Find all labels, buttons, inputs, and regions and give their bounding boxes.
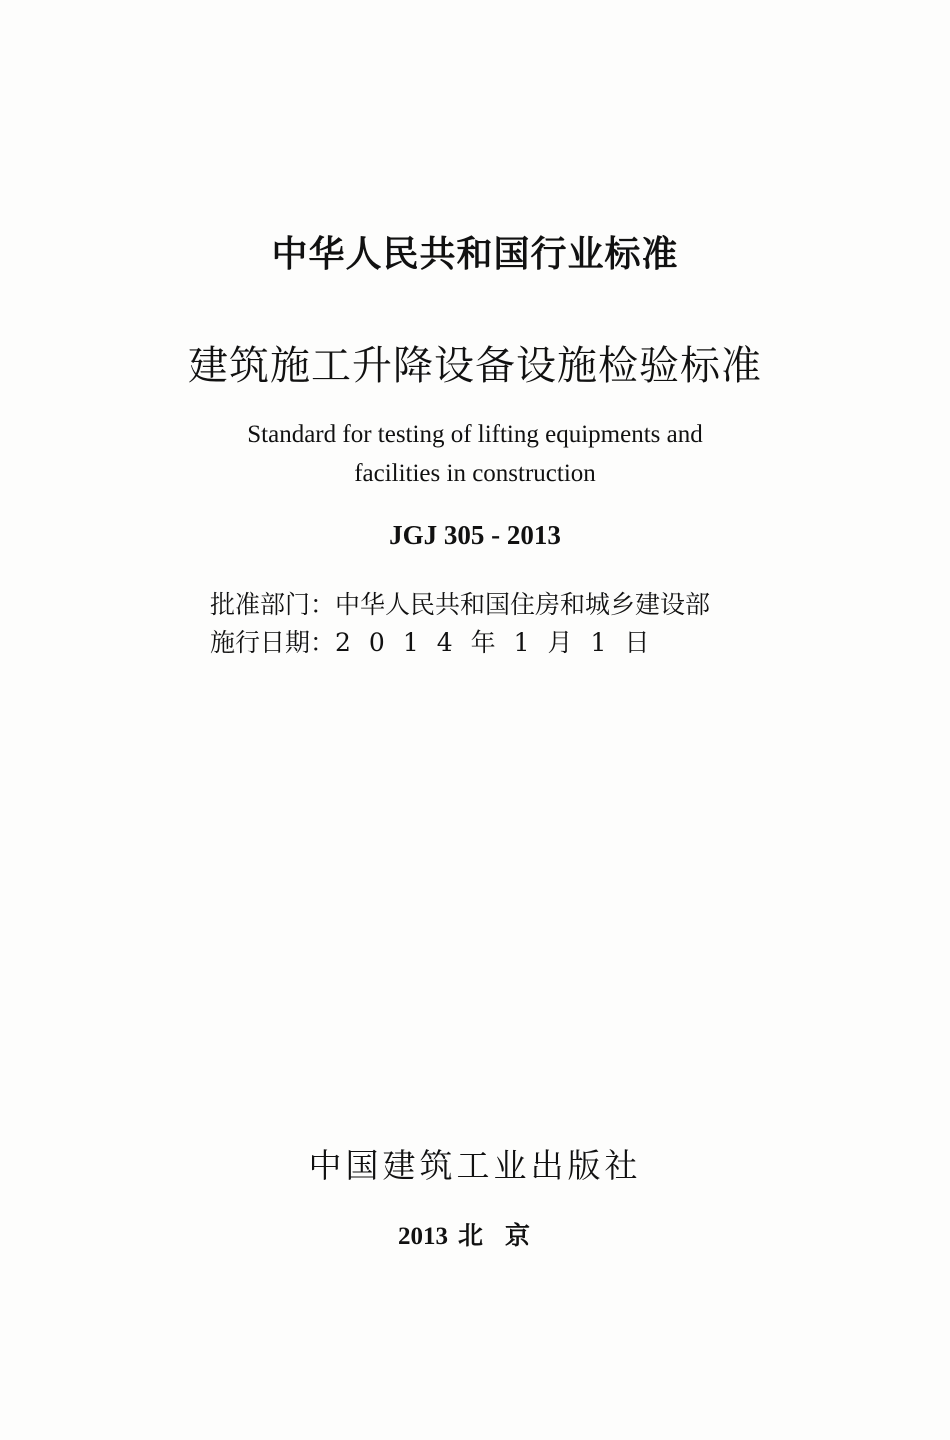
- main-title: 建筑施工升降设备设施检验标准: [188, 343, 762, 389]
- approval-department: [210, 585, 710, 621]
- english-title-line-2: facilities in construction: [354, 460, 596, 487]
- approval-value: 中华人民共和国住房和城乡建设部: [335, 590, 711, 619]
- standard-number: JGJ 305 - 2013: [389, 520, 561, 550]
- publication-place-year: [0, 1216, 950, 1252]
- effective-date: [210, 623, 667, 659]
- effective-label: 施行日期：: [210, 628, 336, 657]
- effective-value: 2014年1月1日: [335, 628, 668, 657]
- publisher: 中国建筑工业出版社: [308, 1146, 642, 1185]
- series-title: 中华人民共和国行业标准: [271, 234, 679, 275]
- publication-year: 2013: [397, 1223, 448, 1250]
- approval-label: 批准部门：: [210, 590, 336, 619]
- english-title-line-1: Standard for testing of lifting equipments and: [247, 421, 703, 448]
- publication-city: 北京: [457, 1223, 552, 1250]
- english-title: [0, 415, 950, 493]
